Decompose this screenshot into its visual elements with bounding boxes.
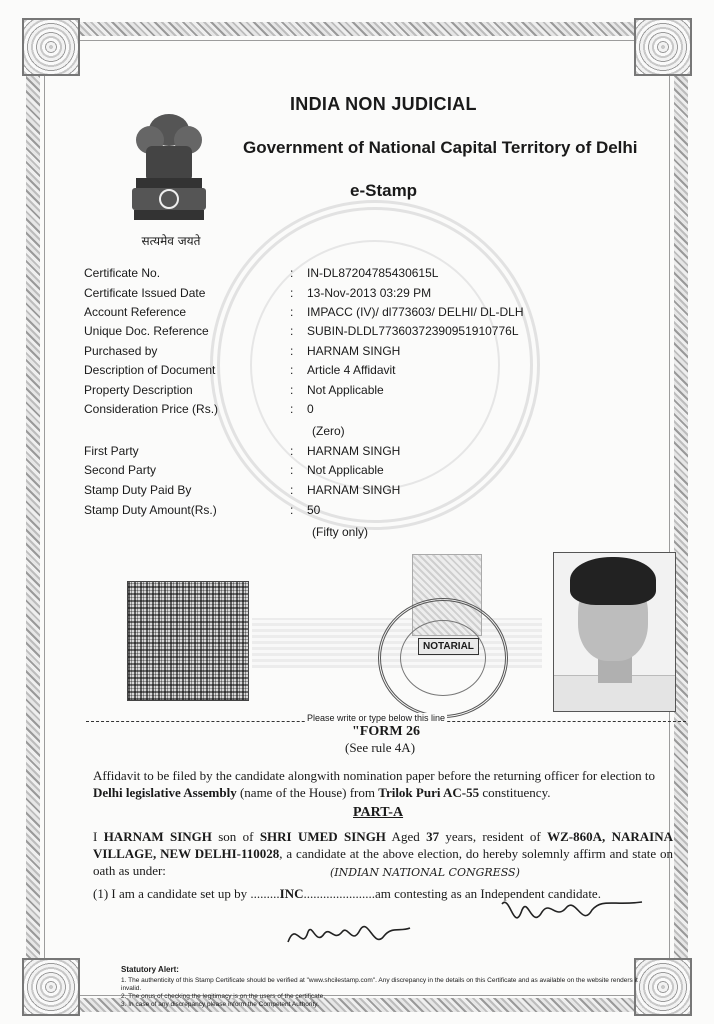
- field-colon: :: [290, 402, 294, 416]
- field-value: IN-DL87204785430615L: [307, 266, 439, 280]
- affidavit-text: Affidavit to be filed by the candidate alongwith nomination paper before the returning officer for election to: [93, 768, 655, 783]
- field-value: HARNAM SINGH: [307, 444, 401, 458]
- field-label: Purchased by: [84, 344, 158, 358]
- clause-text: (1) I am a candidate set up by .........: [93, 886, 280, 901]
- candidate-name: HARNAM SINGH: [103, 829, 212, 844]
- party-name: INC: [279, 886, 304, 901]
- form-title: "FORM 26: [352, 724, 421, 739]
- candidate-photo: [553, 552, 676, 712]
- consideration-in-words: (Zero): [312, 424, 345, 438]
- field-row: [84, 344, 644, 362]
- field-label: Account Reference: [84, 305, 187, 319]
- corner-ornament-top-left: [22, 18, 80, 76]
- statutory-alert-title: Statutory Alert:: [121, 965, 179, 974]
- field-colon: :: [290, 444, 294, 458]
- form-rule: (See rule 4A): [345, 740, 416, 755]
- field-colon: :: [290, 363, 294, 377]
- field-row: [84, 383, 644, 401]
- photo-hair: [570, 557, 656, 605]
- national-emblem-icon: [122, 108, 216, 226]
- field-value: Article 4 Affidavit: [307, 363, 396, 377]
- qr-code: [127, 581, 249, 701]
- para-text: I: [93, 829, 104, 844]
- affidavit-text: constituency.: [479, 785, 551, 800]
- field-row: [84, 363, 644, 381]
- field-row: [84, 305, 644, 323]
- field-row: [84, 503, 644, 521]
- field-value: 0: [307, 402, 314, 416]
- field-label: Property Description: [84, 383, 193, 397]
- field-value: 50: [307, 503, 321, 517]
- field-colon: :: [290, 463, 294, 477]
- part-a-heading: PART-A: [353, 805, 404, 820]
- please-write-below-note: Please write or type below this line: [307, 713, 446, 723]
- field-colon: :: [290, 266, 294, 280]
- field-label: Consideration Price (Rs.): [84, 402, 219, 416]
- affidavit-intro: [93, 767, 673, 801]
- signature-left: [284, 912, 414, 958]
- alert-item: 1. The authenticity of this Stamp Certificate should be verified at "www.shcilestamp.com". Any discrepancy in the details on this Certificate and as available on the website renders it invalid.: [121, 977, 638, 992]
- father-name: SHRI UMED SINGH: [259, 829, 386, 844]
- clause-text: ......................am contesting as an Independent candidate.: [303, 886, 601, 901]
- para-text: years, resident of: [439, 829, 548, 844]
- field-row: [84, 444, 644, 462]
- header-government: Government of National Capital Territory of Delhi: [243, 138, 638, 157]
- field-row: [84, 463, 644, 481]
- field-value: IMPACC (IV)/ dl773603/ DELHI/ DL-DLH: [307, 305, 524, 319]
- alert-item: 2. The onus of checking the legitimacy is on the users of the certificate.: [121, 993, 326, 1000]
- constituency-name: Trilok Puri AC-55: [378, 785, 480, 800]
- para-text: Aged: [385, 829, 427, 844]
- para-text: son of: [211, 829, 260, 844]
- header-estamp: e-Stamp: [350, 181, 418, 200]
- corner-ornament-top-right: [634, 18, 692, 76]
- field-label: Unique Doc. Reference: [84, 324, 209, 338]
- header-india-non-judicial: INDIA NON JUDICIAL: [290, 94, 477, 114]
- field-label: Stamp Duty Paid By: [84, 483, 192, 497]
- field-value: SUBIN-DLDL77360372390951910776L: [307, 324, 519, 338]
- candidate-address: WZ-860A, NARAINA VILLAGE, NEW DELHI-110028: [93, 829, 673, 861]
- notarial-label: NOTARIAL: [418, 638, 479, 655]
- field-value: Not Applicable: [307, 383, 384, 397]
- field-row: [84, 324, 644, 342]
- para-text: , a candidate at the above election, do hereby solemnly affirm and state on oath as under:: [93, 846, 673, 878]
- affidavit-text: (name of the House) from: [236, 785, 379, 800]
- field-label: Second Party: [84, 463, 157, 477]
- amount-in-words: (Fifty only): [312, 525, 369, 539]
- field-value: HARNAM SINGH: [307, 344, 401, 358]
- field-row: [84, 402, 644, 420]
- candidate-age: 37: [426, 829, 440, 844]
- field-colon: :: [290, 503, 294, 517]
- field-label: Description of Document: [84, 363, 216, 377]
- field-colon: :: [290, 305, 294, 319]
- field-label: Certificate Issued Date: [84, 286, 206, 300]
- field-row: [84, 483, 644, 501]
- signature-right: [496, 890, 646, 940]
- emblem-motto: सत्यमेव जयते: [141, 234, 201, 248]
- corner-ornament-bottom-right: [634, 958, 692, 1016]
- notary-seal-inner-ring: [400, 620, 486, 696]
- field-value: HARNAM SINGH: [307, 483, 401, 497]
- house-name: Delhi legislative Assembly: [93, 785, 237, 800]
- field-label: Certificate No.: [84, 266, 161, 280]
- field-label: Stamp Duty Amount(Rs.): [84, 503, 217, 517]
- field-row: [84, 286, 644, 304]
- field-value: Not Applicable: [307, 463, 384, 477]
- field-colon: :: [290, 344, 294, 358]
- field-colon: :: [290, 324, 294, 338]
- field-row: [84, 266, 644, 284]
- field-colon: :: [290, 483, 294, 497]
- corner-ornament-bottom-left: [22, 958, 80, 1016]
- field-colon: :: [290, 286, 294, 300]
- field-value: 13-Nov-2013 03:29 PM: [307, 286, 432, 300]
- field-label: First Party: [84, 444, 139, 458]
- field-colon: :: [290, 383, 294, 397]
- statutory-alert-list: [121, 977, 641, 1009]
- handwritten-party-name: (INDIAN NATIONAL CONGRESS): [330, 866, 520, 879]
- alert-item: 3. In case of any discrepancy please inform the Competent Authority.: [121, 1001, 319, 1008]
